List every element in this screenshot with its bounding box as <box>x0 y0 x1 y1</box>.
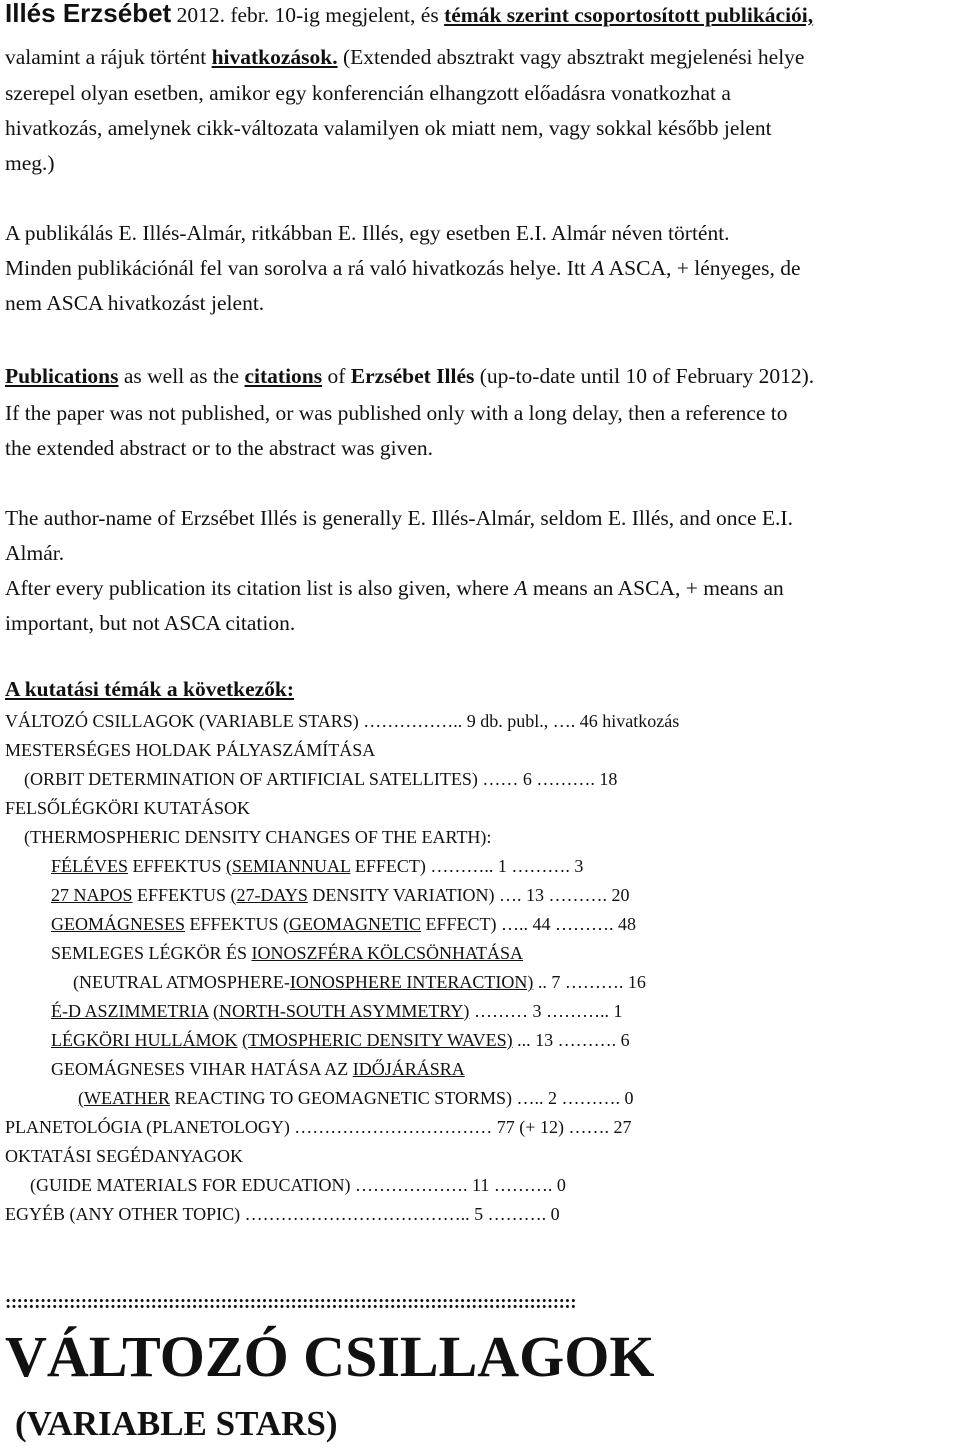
topic-education-en: (GUIDE MATERIALS FOR EDUCATION) ………………. 11 ………. 0 <box>30 1175 566 1195</box>
author-name-line-2: Almár. <box>5 541 65 565</box>
subtopic-semiannual: FÉLÉVES EFFEKTUS (SEMIANNUAL EFFECT) ……….. 1 ………. 3 <box>51 856 584 876</box>
author-name-line-1: The author-name of Erzsébet Illés is generally E. Illés-Almár, seldom E. Illés, and once E.I. <box>5 506 793 530</box>
colon-separator: :::::::::::::::::::::::::::::::::::::::::::::::::::::::::::::::::::::::::::::::::::::::::::::::::: <box>5 1292 577 1313</box>
topics-heading: A kutatási témák a következők: <box>5 677 295 701</box>
topic-other: EGYÉB (ANY OTHER TOPIC) ……………………………….. 5 ………. 0 <box>5 1204 560 1224</box>
subtopic-27-days: 27 NAPOS EFFEKTUS (27-DAYS DENSITY VARIATION) …. 13 ………. 20 <box>51 885 630 905</box>
subtopic-geomagnetic: GEOMÁGNESES EFFEKTUS (GEOMAGNETIC EFFECT) ….. 44 ………. 48 <box>51 914 637 934</box>
subtopic-geomagnetic-storm: GEOMÁGNESES VIHAR HATÁSA AZ IDŐJÁRÁSRA <box>51 1059 465 1079</box>
subtopic-neutral-ionosphere-en: (NEUTRAL ATMOSPHERE-IONOSPHERE INTERACTION) .. 7 ………. 16 <box>73 972 646 992</box>
section-subtitle: (VARIABLE STARS) <box>15 1404 338 1443</box>
author-name-title: Illés Erzsébet <box>5 0 172 28</box>
intro-line-5: meg.) <box>5 151 55 175</box>
en-line-1: Publications as well as the citations of Erzsébet Illés (up-to-date until 10 of February 2012). <box>5 364 815 388</box>
citation-note-line-1: After every publication its citation list is also given, where A means an ASCA, + means an <box>5 576 784 600</box>
topics-link[interactable]: témák szerint csoportosított publikációi, <box>444 3 814 27</box>
topic-satellites: MESTERSÉGES HOLDAK PÁLYASZÁMÍTÁSA <box>5 740 376 760</box>
topic-upper-atmosphere: FELSŐLÉGKÖRI KUTATÁSOK <box>5 798 251 818</box>
publications-link[interactable]: Publications <box>5 364 119 388</box>
hu-note-line-1: A publikálás E. Illés-Almár, ritkábban E. Illés, egy esetben E.I. Almár néven történt. <box>5 221 730 245</box>
topic-variable-stars: VÁLTOZÓ CSILLAGOK (VARIABLE STARS) …………….. 9 db. publ., …. 46 hivatkozás <box>5 711 680 731</box>
en-citations-link[interactable]: citations <box>244 364 323 388</box>
intro-date-text: 2012. febr. 10-ig megjelent, és <box>171 3 445 27</box>
intro-line-1 <box>5 0 813 29</box>
en-line-2: If the paper was not published, or was published only with a long delay, then a reference to <box>5 401 788 425</box>
intro-line-3: szerepel olyan esetben, amikor egy konferencián elhangzott előadásra vonatkozhat a <box>5 81 731 105</box>
subtopic-north-south: É-D ASZIMMETRIA (NORTH-SOUTH ASYMMETRY) ……… 3 ……….. 1 <box>51 1001 623 1021</box>
subtopic-neutral-ionosphere: SEMLEGES LÉGKÖR ÉS IONOSZFÉRA KÖLCSÖNHATÁSA <box>51 943 524 963</box>
en-author-name: Erzsébet Illés <box>350 364 475 388</box>
citations-link[interactable]: hivatkozások. <box>211 45 338 69</box>
en-line-3: the extended abstract or to the abstract was given. <box>5 436 434 460</box>
citation-note-line-2: important, but not ASCA citation. <box>5 611 296 635</box>
hu-note-line-3: nem ASCA hivatkozást jelent. <box>5 291 265 315</box>
topic-upper-atmosphere-en: (THERMOSPHERIC DENSITY CHANGES OF THE EARTH): <box>24 827 492 847</box>
section-title: VÁLTOZÓ CSILLAGOK <box>5 1324 655 1389</box>
intro-line-4: hivatkozás, amelynek cikk-változata valamilyen ok miatt nem, vagy sokkal később jelent <box>5 116 772 140</box>
subtopic-density-waves: LÉGKÖRI HULLÁMOK (TMOSPHERIC DENSITY WAVES) ... 13 ………. 6 <box>51 1030 630 1050</box>
topic-education: OKTATÁSI SEGÉDANYAGOK <box>5 1146 244 1166</box>
intro-line-2: valamint a rájuk történt hivatkozások. (Extended absztrakt vagy absztrakt megjelenési helye <box>5 45 805 69</box>
subtopic-geomagnetic-storm-en: (WEATHER REACTING TO GEOMAGNETIC STORMS) ….. 2 ………. 0 <box>78 1088 634 1108</box>
topic-planetology: PLANETOLÓGIA (PLANETOLOGY) …………………………… 77 (+ 12) ……. 27 <box>5 1117 632 1137</box>
hu-note-line-2: Minden publikációnál fel van sorolva a rá való hivatkozás helye. Itt A ASCA, + lényeges, de <box>5 256 801 280</box>
topic-satellites-en: (ORBIT DETERMINATION OF ARTIFICIAL SATELLITES) …… 6 ………. 18 <box>24 769 618 789</box>
